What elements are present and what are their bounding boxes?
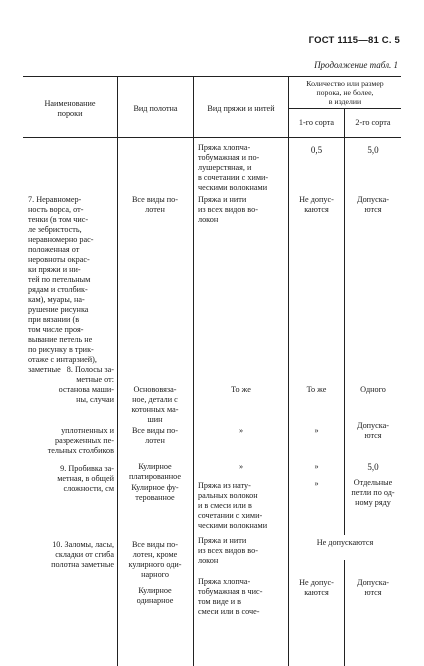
row8-fabric: Основовязa- ное, детали с котонных ма- шин xyxy=(131,385,179,424)
row9-fabric-1: Кулирное платированное xyxy=(128,462,182,481)
row10-yarn-2: Пряжа хлопча- тобумажная в чис- том виде и в смеси или в соче- xyxy=(198,577,263,616)
row10-grade1: Не допус- каются xyxy=(299,578,334,597)
row10-merged-grades: Не допускаются xyxy=(316,538,374,547)
row10-fabric-1: Все виды по- лотен, кроме кулирного оди- нарного xyxy=(128,540,182,579)
row9-grade2-b: Отдельные петли по од- ному ряду xyxy=(351,478,395,507)
col-header-defect-name: Наименование пороки xyxy=(44,99,96,118)
row9-fabric-2: Кулирное фу- терованное xyxy=(131,483,179,502)
row0-grade2: 5,0 xyxy=(367,145,379,155)
row9-grade1-b: » xyxy=(314,479,319,488)
row8b-grade2: Допуска- ются xyxy=(356,421,389,440)
row7-grade2: Допуска- ются xyxy=(356,195,389,214)
col-divider-4b xyxy=(344,560,345,666)
col-divider-2 xyxy=(193,76,194,666)
row0-grade1: 0,5 xyxy=(310,145,323,155)
row7-defect-name: 7. Неравномер- ность ворса, от- тенки (в том чис- ле зебристость, неравномерно рас- положенная от неровноты окрас- ки пряжи и ни- тей по петельным рядам и столбик- кам), муары, на- рушение рисунка при вязании (в том числе проя- вывание петель не по рисунку в трик- отаже с интарзией), заметные xyxy=(28,195,97,374)
row7-grade1: Не допус- каются xyxy=(299,195,334,214)
row7-yarn: Пряжа и нити из всех видов во- локон xyxy=(198,195,258,224)
row8b-grade1: » xyxy=(314,426,319,435)
table-continuation-label: Продолжение табл. 1 xyxy=(314,60,398,70)
page-header: ГОСТ 1115—81 С. 5 xyxy=(308,35,400,46)
col-header-yarn-type: Вид пряжи и нитей xyxy=(207,104,275,113)
row10-grade2: Допуска- ются xyxy=(356,578,389,597)
row10-fabric-2: Кулирное одинарное xyxy=(136,586,174,605)
col-header-quantity: Количество или размер порока, не более, в изделии xyxy=(306,79,384,106)
row8b-defect-name: уплотненных и разреженных пе- тельных столбиков xyxy=(47,426,114,455)
row8b-yarn: » xyxy=(238,426,244,435)
row9-yarn-2: Пряжа из нату- ральных волокон и в смеси или в сочетании с хими- ческими волокнами xyxy=(198,481,268,530)
row0-yarn: Пряжа хлопча- тобумажная и по- лушерстяная, и в сочетании с хими- ческими волокнами xyxy=(198,143,269,192)
row9-grade2-a: 5,0 xyxy=(367,462,379,472)
row7-fabric: Все виды по- лотен xyxy=(131,195,179,214)
col-header-fabric-type: Вид полотна xyxy=(133,104,178,113)
table-top-rule xyxy=(23,76,401,77)
row10-defect-name: 10. Заломы, ласы, складки от сгиба полотна заметные xyxy=(51,540,114,569)
row8-grade1: То же xyxy=(306,385,327,394)
row10-yarn-1: Пряжа и нити из всех видов во- локон xyxy=(198,536,258,565)
row8-grade2: Одного xyxy=(360,385,386,394)
row9-defect-name: 9. Пробивка за- метная, в общей сложности, см xyxy=(57,464,114,493)
row8b-fabric: Все виды по- лотен xyxy=(131,426,179,445)
row8-yarn: То же xyxy=(231,385,251,394)
row9-grade1-a: » xyxy=(314,462,319,471)
col-header-grade2: 2-го сорта xyxy=(355,118,391,127)
col-header-grade1: 1-го сорта xyxy=(298,118,335,127)
row8-defect-name: 8. Полосы за- метные от: останова маши- ны, случаи xyxy=(58,365,114,404)
row9-yarn-1: » xyxy=(238,462,244,471)
